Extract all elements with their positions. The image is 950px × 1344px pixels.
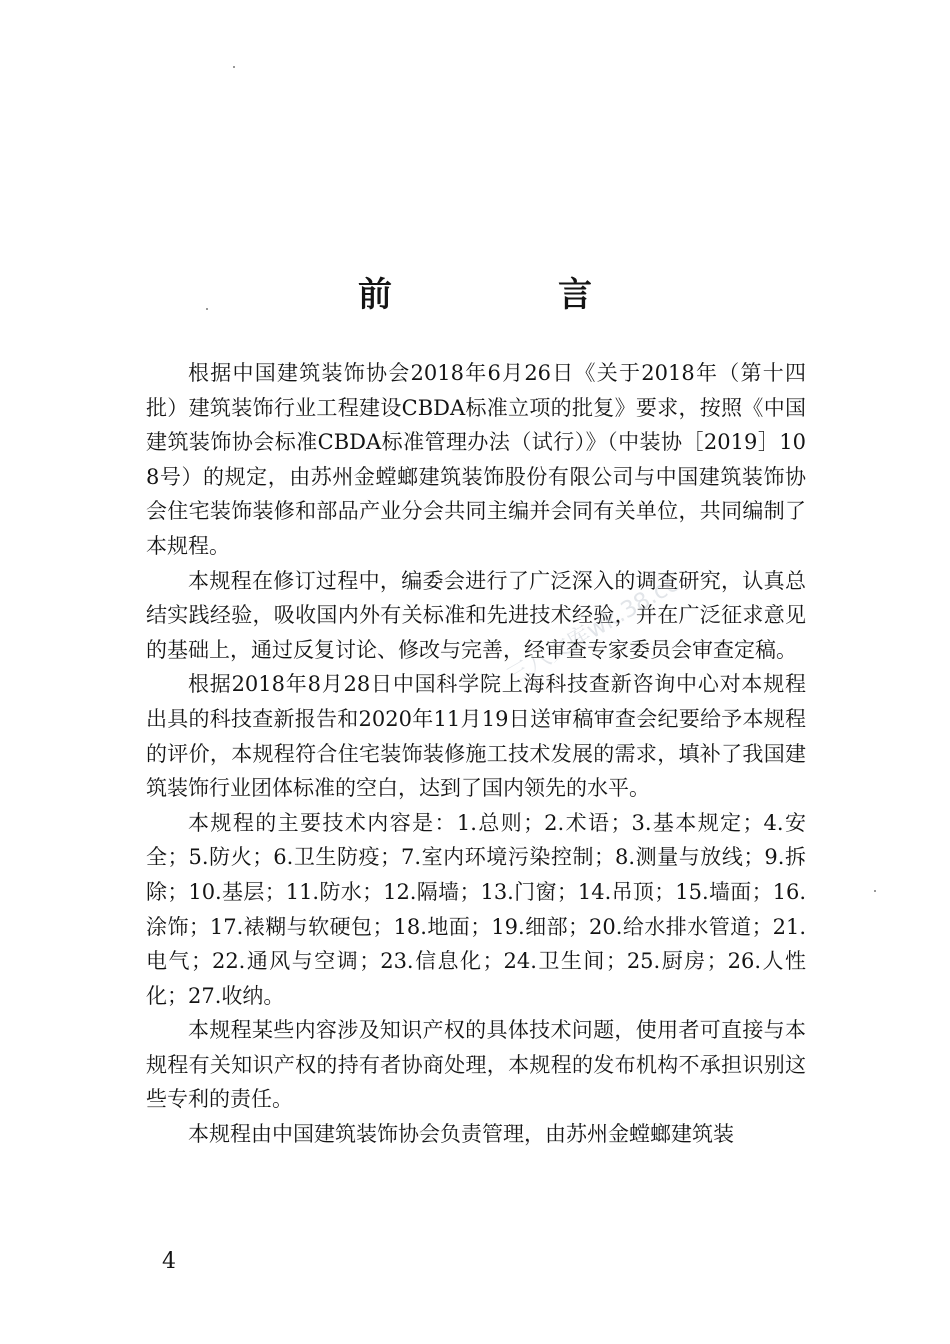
paragraph: 本规程由中国建筑装饰协会负责管理，由苏州金螳螂建筑装 bbox=[188, 1122, 734, 1147]
scan-speck bbox=[874, 890, 876, 892]
paragraph: 本规程在修订过程中，编委会进行了广泛深入的调查研究，认真总结实践经验，吸收国内外有关标准和先进技术经验，并在广泛征求意见的基础上，通过反复讨论、修改与完善，经审查专家委员会审查定稿。 bbox=[146, 568, 806, 662]
paragraph: 根据2018年8月28日中国科学院上海科技查新咨询中心对本规程出具的科技查新报告和2020年11月19日送审稿审查会纪要给予本规程的评价，本规程符合住宅装饰装修施工技术发展的需求，填补了我国建筑装饰行业团体标准的空白，达到了国内领先的水平。 bbox=[146, 672, 806, 801]
paragraph: 本规程的主要技术内容是：1.总则；2.术语；3.基本规定；4.安全；5.防火；6.卫生防疫；7.室内环境污染控制；8.测量与放线；9.拆除；10.基层；11.防水；12.隔墙；13.门窗；14.吊顶；15.墙面；16.涂饰；17.裱糊与软硬包；18.地面；19.细部；20.给水排水管道；21.电气；22.通风与空调；23.信息化；24.卫生间；25.厨房；26.人性化；27.收纳。 bbox=[146, 810, 806, 1008]
watermark: 三八文库wk.38.cc bbox=[502, 570, 684, 690]
paragraph: 根据中国建筑装饰协会2018年6月26日《关于2018年（第十四批）建筑装饰行业工程建设CBDA标准立项的批复》要求，按照《中国建筑装饰协会标准CBDA标准管理办法（试行）》（中装协［2019］108号）的规定，由苏州金螳螂建筑装饰股份有限公司与中国建筑装饰协会住宅装饰装修和部品产业分会共同主编并会同有关单位，共同编制了本规程。 bbox=[146, 361, 806, 558]
preface-body bbox=[146, 356, 806, 1152]
page-title: 前 言 bbox=[358, 275, 658, 315]
page-number: 4 bbox=[162, 1249, 176, 1274]
paragraph: 本规程某些内容涉及知识产权的具体技术问题，使用者可直接与本规程有关知识产权的持有者协商处理，本规程的发布机构不承担识别这些专利的责任。 bbox=[146, 1018, 806, 1112]
scan-speck bbox=[233, 66, 235, 68]
